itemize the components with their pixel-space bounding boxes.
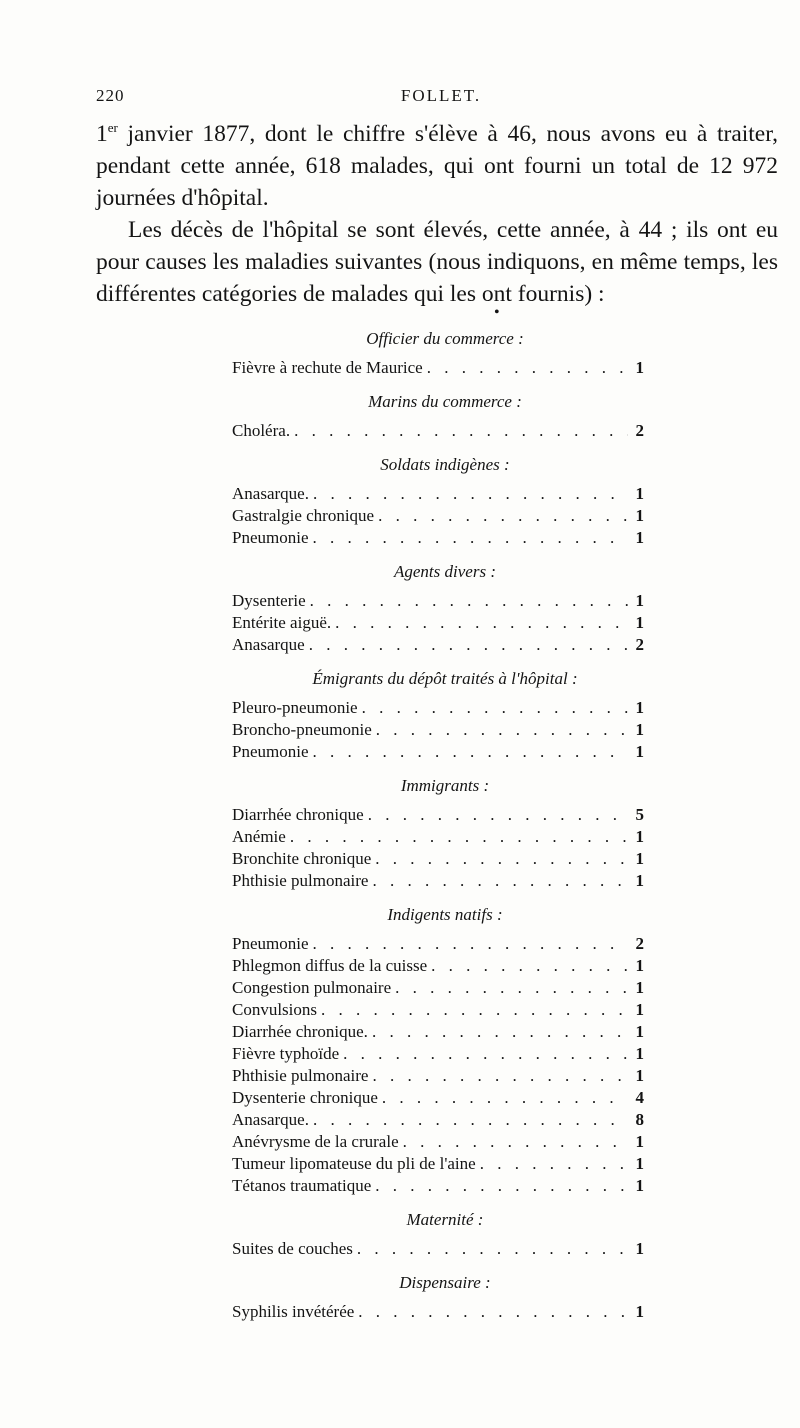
running-title: FOLLET. [400, 86, 482, 105]
cause-label: Phthisie pulmonaire [232, 871, 369, 890]
cause-label: Pneumonie [232, 934, 309, 953]
cause-entry [232, 1238, 644, 1260]
body-text [96, 118, 778, 310]
death-count: 2 [635, 934, 644, 953]
cause-entry [232, 1087, 644, 1109]
cause-entry [232, 612, 644, 634]
cause-label: Anémie [232, 827, 286, 846]
death-count: 1 [635, 1176, 644, 1195]
cause-label: Tétanos traumatique [232, 1176, 372, 1195]
category-title: Maternité : [406, 1210, 484, 1229]
death-count: 8 [635, 1110, 644, 1129]
cause-label: Diarrhée chronique [232, 805, 364, 824]
paragraph-1 [96, 118, 778, 214]
cause-entry [232, 977, 644, 999]
cause-entry [232, 719, 644, 741]
dot-leader [395, 977, 628, 999]
dot-leader [372, 870, 628, 892]
death-count: 1 [635, 358, 644, 377]
death-count: 1 [635, 1022, 644, 1041]
category-title: Soldats indigènes : [380, 455, 510, 474]
death-count: 1 [635, 978, 644, 997]
cause-entry [232, 1043, 644, 1065]
category-title: Indigents natifs : [387, 905, 503, 924]
cause-entry [232, 1065, 644, 1087]
dot-leader [310, 590, 628, 612]
death-count: 1 [635, 1239, 644, 1258]
cause-label: Choléra. [232, 421, 291, 440]
dot-leader [375, 1175, 628, 1197]
cause-entry [232, 527, 644, 549]
cause-label: Pleuro-pneumonie [232, 698, 358, 717]
cause-label: Pneumonie [232, 528, 309, 547]
death-count: 1 [635, 698, 644, 717]
death-count: 1 [635, 506, 644, 525]
cause-label: Anévrysme de la crurale [232, 1132, 399, 1151]
death-count: 1 [635, 849, 644, 868]
running-head [96, 86, 786, 110]
cause-label: Congestion pulmonaire [232, 978, 392, 997]
ordinal-number: 1 [96, 121, 108, 147]
death-count: 1 [635, 742, 644, 761]
dot-leader [313, 483, 628, 505]
death-count: 2 [635, 635, 644, 654]
dot-leader [321, 999, 628, 1021]
cause-entry [232, 505, 644, 527]
death-count: 1 [635, 956, 644, 975]
death-count: 1 [635, 1302, 644, 1321]
cause-label: Phlegmon diffus de la cuisse [232, 956, 428, 975]
cause-entry [232, 1175, 644, 1197]
category-title: Immigrants : [400, 776, 490, 795]
stray-mark: • [494, 304, 500, 321]
cause-entry [232, 1153, 644, 1175]
cause-entry [232, 590, 644, 612]
cause-entry [232, 999, 644, 1021]
cause-label: Anasarque. [232, 1110, 309, 1129]
death-count: 1 [635, 1132, 644, 1151]
paragraph-1-text: janvier 1877, dont le chiffre s'élève à 46, nous avons eu à traiter, pendant cette année, 618 malades, qui ont fourni un total de 12 972 journées d'hôpital. [96, 121, 778, 211]
page-number: 220 [96, 86, 125, 105]
category-title: Émigrants du dépôt traités à l'hôpital : [312, 669, 578, 688]
death-count: 1 [635, 484, 644, 503]
dot-leader [427, 357, 628, 379]
death-count: 1 [635, 613, 644, 632]
cause-entry [232, 1301, 644, 1323]
death-count: 1 [635, 1154, 644, 1173]
dot-leader [343, 1043, 628, 1065]
dot-leader [372, 1021, 628, 1043]
cause-label: Gastralgie chronique [232, 506, 375, 525]
death-count: 1 [635, 1000, 644, 1019]
cause-entry [232, 1131, 644, 1153]
dot-leader [313, 1109, 628, 1131]
death-count: 2 [635, 421, 644, 440]
dot-leader [362, 697, 628, 719]
cause-label: Bronchite chronique [232, 849, 372, 868]
cause-label: Fièvre à rechute de Maurice [232, 358, 423, 377]
cause-label: Convulsions [232, 1000, 318, 1019]
category-title: Officier du commerce : [366, 329, 524, 348]
dot-leader [358, 1301, 628, 1323]
cause-entry [232, 1021, 644, 1043]
dot-leader [378, 505, 628, 527]
dot-leader [294, 420, 628, 442]
cause-label: Dysenterie chronique [232, 1088, 378, 1107]
death-count: 1 [635, 1066, 644, 1085]
cause-entry [232, 357, 644, 379]
dot-leader [313, 527, 629, 549]
dot-leader [357, 1238, 628, 1260]
cause-label: Anasarque. [232, 484, 309, 503]
death-count: 4 [635, 1088, 644, 1107]
dot-leader [309, 634, 628, 656]
death-causes-listing [232, 328, 644, 1323]
cause-label: Fièvre typhoïde [232, 1044, 340, 1063]
cause-label: Suites de couches [232, 1239, 353, 1258]
death-count: 1 [635, 720, 644, 739]
death-count: 1 [635, 591, 644, 610]
dot-leader [431, 955, 628, 977]
death-count: 5 [635, 805, 644, 824]
death-count: 1 [635, 1044, 644, 1063]
cause-entry [232, 955, 644, 977]
category-title: Agents divers : [394, 562, 496, 581]
paragraph-2: Les décès de l'hôpital se sont élevés, cette année, à 44 ; ils ont eu pour causes les maladies suivantes (nous indiquons, en même temps, les différentes catégories de malades qui les ont fournis) : [96, 217, 778, 307]
dot-leader [368, 804, 628, 826]
death-count: 1 [635, 871, 644, 890]
dot-leader [313, 933, 629, 955]
dot-leader [382, 1087, 628, 1109]
dot-leader [290, 826, 628, 848]
dot-leader [403, 1131, 628, 1153]
category-title: Marins du commerce : [368, 392, 522, 411]
cause-entry [232, 933, 644, 955]
ordinal-superscript: er [107, 120, 118, 135]
cause-entry [232, 741, 644, 763]
cause-label: Phthisie pulmonaire [232, 1066, 369, 1085]
dot-leader [375, 848, 628, 870]
dot-leader [376, 719, 628, 741]
cause-entry [232, 483, 644, 505]
category-title: Dispensaire : [399, 1273, 491, 1292]
cause-entry [232, 848, 644, 870]
cause-entry [232, 870, 644, 892]
cause-entry [232, 804, 644, 826]
cause-label: Syphilis invétérée [232, 1302, 355, 1321]
cause-entry [232, 697, 644, 719]
cause-entry [232, 420, 644, 442]
cause-entry [232, 826, 644, 848]
cause-label: Broncho-pneumonie [232, 720, 372, 739]
dot-leader [335, 612, 628, 634]
death-count: 1 [635, 528, 644, 547]
dot-leader [480, 1153, 628, 1175]
cause-label: Anasarque [232, 635, 305, 654]
cause-entry [232, 634, 644, 656]
cause-label: Tumeur lipomateuse du pli de l'aine [232, 1154, 476, 1173]
dot-leader [372, 1065, 628, 1087]
cause-label: Dysenterie [232, 591, 306, 610]
cause-entry [232, 1109, 644, 1131]
dot-leader [313, 741, 629, 763]
cause-label: Pneumonie [232, 742, 309, 761]
cause-label: Diarrhée chronique. [232, 1022, 368, 1041]
cause-label: Entérite aiguë. [232, 613, 332, 632]
death-count: 1 [635, 827, 644, 846]
